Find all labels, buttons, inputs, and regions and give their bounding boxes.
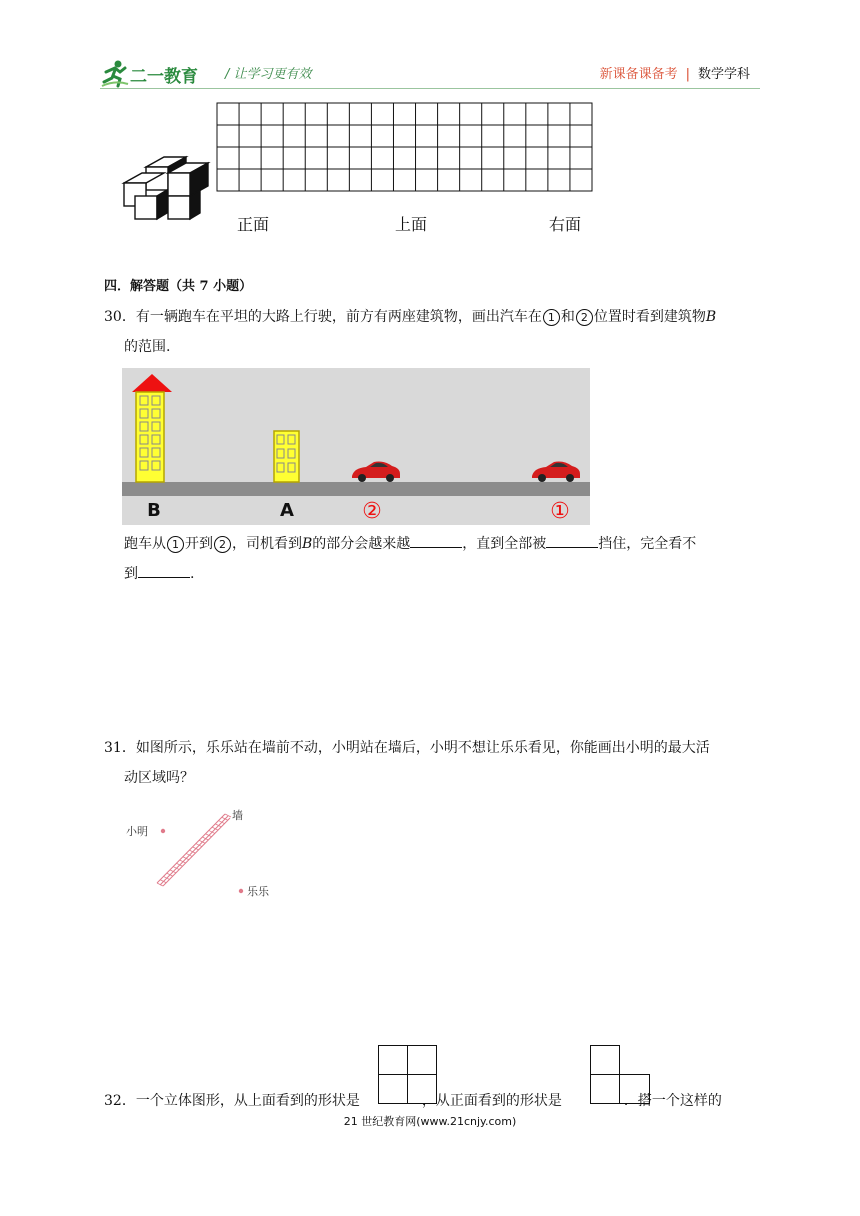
question-30 <box>104 302 764 362</box>
q30-line1 <box>104 302 764 332</box>
front-view-label: 正面 <box>237 215 270 234</box>
building-window <box>140 435 148 444</box>
building-window <box>152 422 160 431</box>
q30-ans-e: ，直到全部被 <box>462 536 547 552</box>
q31-line1: 31．如图所示，乐乐站在墙前不动，小明站在墙后，小明不想让乐乐看见，你能画出小明的最大活 <box>104 740 710 756</box>
header-right <box>600 63 750 82</box>
building-window <box>288 463 295 472</box>
q30-ans-c: ，司机看到 <box>232 536 302 552</box>
scene-illustration <box>122 368 590 525</box>
car-at-position-2 <box>352 462 400 483</box>
logo-text: 二一教育 <box>130 67 198 87</box>
wall-label: 墙 <box>232 809 243 822</box>
question-30-answer <box>104 529 764 589</box>
brand-text: 新课备课备考 <box>599 67 678 82</box>
q30-ans-d: 的部分会越来越 <box>312 536 411 552</box>
building-window <box>152 396 160 405</box>
building-window <box>277 435 284 444</box>
answer-blank-3[interactable] <box>138 564 190 578</box>
page-header <box>100 58 760 90</box>
top-view-label: 上面 <box>395 215 428 234</box>
building-window <box>140 396 148 405</box>
view-drawing-area <box>120 100 600 234</box>
building-window <box>288 435 295 444</box>
lele-point <box>239 889 243 893</box>
building-window <box>152 461 160 470</box>
answer-position-1-marker: 1 <box>167 536 184 553</box>
answer-blank-1[interactable] <box>410 534 462 548</box>
building-b-var: B <box>705 309 717 325</box>
page-footer: 21 世纪教育网(www.21cnjy.com) <box>343 1115 517 1128</box>
building-window <box>152 409 160 418</box>
q30-and: 和 <box>560 309 575 325</box>
cube-stack-figure <box>124 157 208 219</box>
building-b <box>132 374 172 482</box>
q30-ans-a: 跑车从 <box>124 536 166 552</box>
position-1-marker: 1 <box>543 309 560 326</box>
answer-blank-2[interactable] <box>546 534 598 548</box>
car-at-position-1 <box>532 462 580 483</box>
building-window <box>288 449 295 458</box>
position-2-marker: 2 <box>576 309 593 326</box>
building-window <box>277 463 284 472</box>
label-b: B <box>147 500 161 521</box>
question-31 <box>104 733 764 793</box>
building-window <box>140 461 148 470</box>
building-window <box>140 422 148 431</box>
question-32 <box>104 1086 764 1116</box>
q30-ans-b: 开到 <box>185 536 213 552</box>
label-position-1: ① <box>550 499 570 524</box>
label-position-2: ② <box>362 499 382 524</box>
xiaoming-point <box>161 829 165 833</box>
building-window <box>277 449 284 458</box>
header-divider <box>100 88 760 89</box>
q30-ans-g: 到 <box>124 566 138 582</box>
slogan: / 让学习更有效 <box>225 67 312 82</box>
q30-answer-line1 <box>104 529 764 559</box>
answer-position-2-marker: 2 <box>214 536 231 553</box>
cube-and-grid-figure <box>120 100 600 225</box>
q30-text-b: 位置时看到建筑物 <box>593 309 706 325</box>
q31-line2: 动区域吗？ <box>124 770 194 786</box>
subject-text: 数学学科 <box>697 67 750 82</box>
wall-figure <box>122 805 282 900</box>
building-window <box>152 448 160 457</box>
building-window <box>152 435 160 444</box>
q32-text-a: 32．一个立体图形，从上面看到的形状是 <box>104 1093 360 1109</box>
q30-text-a: 30．有一辆跑车在平坦的大路上行驶，前方有两座建筑物，画出汽车在 <box>104 309 542 325</box>
q30-answer-line2 <box>104 559 764 589</box>
building-a <box>274 431 299 482</box>
answer-building-b-var: B <box>302 536 313 552</box>
building-window <box>140 409 148 418</box>
xiaoming-label: 小明 <box>126 825 148 838</box>
q32-line1 <box>104 1086 764 1116</box>
q32-text-b: ，从正面看到的形状是 <box>421 1093 562 1109</box>
road <box>122 482 590 496</box>
right-view-label: 右面 <box>549 215 582 234</box>
car-buildings-scene <box>122 368 590 525</box>
wall-diagram <box>122 805 282 900</box>
logo <box>100 58 220 88</box>
section-title: 四．解答题（共 7 小题） <box>104 279 253 294</box>
building-window <box>140 448 148 457</box>
q32-text-c: ．搭一个这样的 <box>623 1093 722 1109</box>
header-separator: | <box>685 67 690 82</box>
runner-logo-icon <box>100 58 130 88</box>
lele-label: 乐乐 <box>247 885 269 898</box>
q30-line2: 的范围. <box>124 339 171 355</box>
label-a: A <box>280 500 294 521</box>
q30-ans-end: . <box>190 566 195 582</box>
q30-ans-f: 挡住，完全看不 <box>598 536 697 552</box>
